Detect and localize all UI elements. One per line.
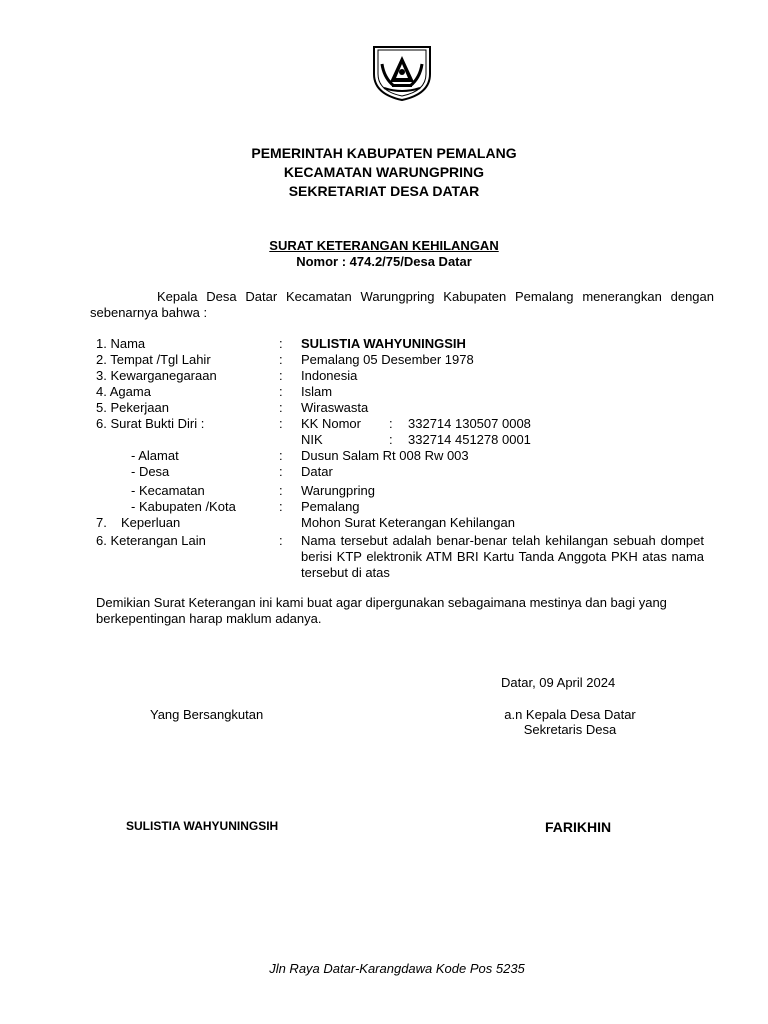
- field-value-keterangan: Nama tersebut adalah benar-benar telah kehilangan sebuah dompet berisi KTP elektronik ATM BRI Kartu Tanda Anggota PKH atas nama tersebut di atas: [301, 533, 704, 580]
- signatory-right-title-1: a.n Kepala Desa Datar: [504, 707, 636, 722]
- field-value-nama: SULISTIA WAHYUNINGSIH: [301, 336, 466, 351]
- field-value-keperluan: Mohon Surat Keterangan Kehilangan: [301, 515, 515, 530]
- colon: :: [279, 384, 283, 399]
- field-label-kabupaten: - Kabupaten /Kota: [131, 499, 236, 514]
- colon: :: [389, 432, 393, 447]
- field-label-alamat: - Alamat: [131, 448, 179, 463]
- colon: :: [279, 336, 283, 351]
- nik-label: NIK: [301, 432, 323, 447]
- colon: :: [279, 368, 283, 383]
- intro-paragraph: Kepala Desa Datar Kecamatan Warungpring Kabupaten Pemalang menerangkan dengan sebenarnya bahwa :: [90, 289, 714, 320]
- field-label-bukti: 6. Surat Bukti Diri :: [96, 416, 205, 431]
- signatory-left-title: Yang Bersangkutan: [150, 707, 264, 722]
- colon: :: [279, 448, 283, 463]
- field-label-keterangan: 6. Keterangan Lain: [96, 533, 206, 548]
- letter-title: [0, 238, 768, 253]
- colon: :: [279, 416, 283, 431]
- field-label-kecamatan: - Kecamatan: [131, 483, 205, 498]
- colon: :: [389, 416, 393, 431]
- letter-title-text: SURAT KETERANGAN KEHILANGAN: [269, 238, 499, 253]
- signatory-right-title-2: Sekretaris Desa: [523, 722, 617, 737]
- colon: :: [279, 352, 283, 367]
- regency-emblem-icon: [370, 44, 434, 102]
- field-value-desa: Datar: [301, 464, 333, 479]
- colon: :: [279, 483, 283, 498]
- field-value-kecamatan: Warungpring: [301, 483, 375, 498]
- header-line-3: SEKRETARIAT DESA DATAR: [288, 183, 480, 199]
- field-label-pekerjaan: 5. Pekerjaan: [96, 400, 169, 415]
- field-value-pekerjaan: Wiraswasta: [301, 400, 369, 415]
- field-label-keperluan: Keperluan: [121, 515, 181, 530]
- header-line-2: KECAMATAN WARUNGPRING: [283, 164, 485, 180]
- letter-number: Nomor : 474.2/75/Desa Datar: [296, 254, 472, 269]
- field-value-alamat: Dusun Salam Rt 008 Rw 003: [301, 448, 469, 463]
- colon: :: [279, 499, 283, 514]
- kk-value: 332714 130507 0008: [408, 416, 531, 431]
- colon: :: [279, 464, 283, 479]
- signatory-left-name: SULISTIA WAHYUNINGSIH: [126, 819, 279, 833]
- header-line-1: PEMERINTAH KABUPATEN PEMALANG: [251, 145, 517, 161]
- closing-paragraph: Demikian Surat Keterangan ini kami buat agar dipergunakan sebagaimana mestinya dan bagi yang berkepentingan harap maklum adanya.: [96, 595, 667, 626]
- field-label-nama: 1. Nama: [96, 336, 146, 351]
- field-label-desa: - Desa: [131, 464, 170, 479]
- field-label-agama: 4. Agama: [96, 384, 151, 399]
- nik-value: 332714 451278 0001: [408, 432, 531, 447]
- place-date: Datar, 09 April 2024: [501, 675, 616, 690]
- footer-address: Jln Raya Datar-Karangdawa Kode Pos 5235: [269, 961, 525, 976]
- colon: :: [279, 533, 283, 548]
- field-value-kewarganegaraan: Indonesia: [301, 368, 358, 383]
- kk-label: KK Nomor: [301, 416, 361, 431]
- field-value-kabupaten: Pemalang: [301, 499, 360, 514]
- field-value-ttl: Pemalang 05 Desember 1978: [301, 352, 474, 367]
- field-value-agama: Islam: [301, 384, 333, 399]
- colon: :: [279, 400, 283, 415]
- field-label-kewarganegaraan: 3. Kewarganegaraan: [96, 368, 217, 383]
- field-label-ttl: 2. Tempat /Tgl Lahir: [96, 352, 211, 367]
- field-number-keperluan: 7.: [96, 515, 107, 530]
- signatory-right-name: FARIKHIN: [545, 819, 612, 835]
